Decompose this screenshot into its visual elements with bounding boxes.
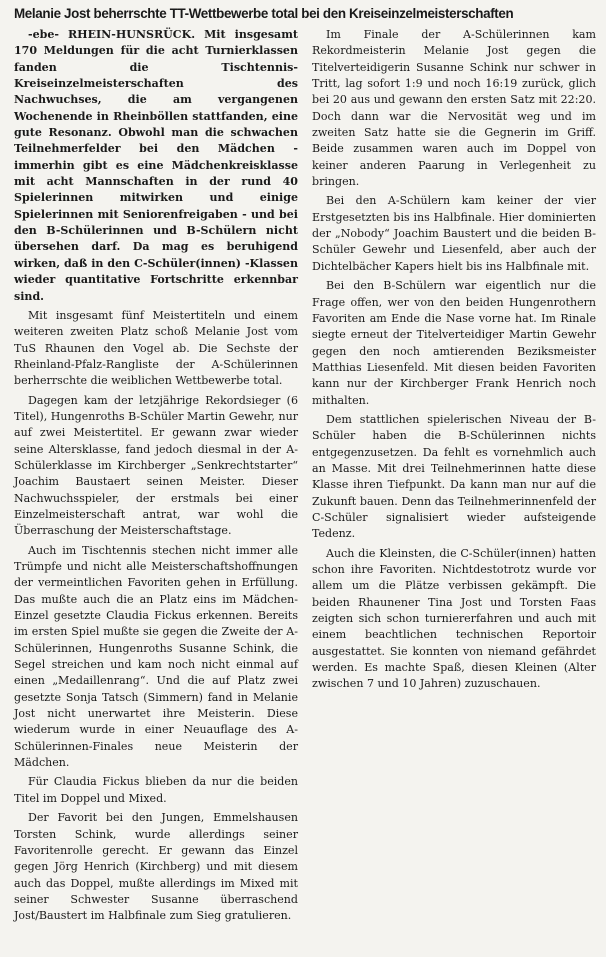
article-body	[14, 27, 596, 928]
paragraph: Im Finale der A-Schülerinnen kam Rekordmeisterin Melanie Jost gegen die Titelverteidigerin Susanne Schink nur schwer in Tritt, lag sofort 1:9 und noch 16:19 zurück, glich bei 20 aus und gewann den ersten Satz mit 22:20. Doch dann war die Nervosität weg und im zweiten Satz hatte sie die Gegnerin im Griff. Beide zusammen waren auch im Doppel von keiner anderen Paarung in Verlegenheit zu bringen.	[312, 28, 596, 189]
column-right	[312, 27, 596, 696]
paragraph: Bei den A-Schülern kam keiner der vier Erstgesetzten bis ins Halbfinale. Hier dominierten der „Nobody“ Joachim Baustert und die beiden B-Schüler Gewehr und Liesenfeld, aber auch der Dichtelbächer Kapers hielt bis ins Halbfinale mit.	[312, 194, 596, 273]
paragraph: Mit insgesamt fünf Meistertiteln und einem weiteren zweiten Platz schoß Melanie Jost vom TuS Rhaunen den Vogel ab. Die Sechste der Rheinland-Pfalz-Rangliste der A-Schülerinnen berherrschte die weiblichen Wettbewerbe total.	[14, 308, 298, 388]
paragraph: Für Claudia Fickus blieben da nur die beiden Titel im Doppel und Mixed.	[14, 775, 298, 805]
paragraph: Bei den B-Schülern war eigentlich nur die Frage offen, wer von den beiden Hungenrothern Favoriten am Ende die Nase vorne hat. Im Rinale siegte erneut der Titelverteidiger Martin Gewehr gegen den noch amtierenden Beziksmeister Matthias Liesenfeld. Mit diesen beiden Favoriten kann nur der Kirchberger Frank Henrich noch mithalten.	[312, 279, 596, 407]
column-left	[14, 27, 298, 928]
paragraph: Dagegen kam der letzjährige Rekordsieger (6 Titel), Hungenroths B-Schüler Martin Gewehr, nur auf zwei Meistertitel. Er gewann zwar wieder seine Altersklasse, fand jedoch diesmal in der A-Schülerklasse im Kirchberger „Senkrechtstarter“ Joachim Baustaert seinen Meister. Dieser Nachwuchsspieler, der erstmals bei einer Einzelmeisterschaft antrat, war wohl die Überraschung der Meisterschaftstage.	[14, 393, 298, 538]
article-headline: Melanie Jost beherrschte TT-Wettbewerbe total bei den Kreiseinzelmeisterschaften	[14, 6, 514, 21]
lead-paragraph	[14, 27, 298, 305]
lead-text: Mit insgesamt 170 Meldungen für die acht Turnierklassen fanden die Tischtennis-Kreiseinzelmeisterschaften des Nachwuchses, die am vergangenen Wochenende in Rheinböllen stattfanden, eine gute Resonanz. Obwohl man die schwachen Teilnehmerfelder bei den Mädchen - immerhin gibt es eine Mädchenkreisklasse mit acht Mannschaften in der rund 40 Spielerinnen mitwirken und einige Spielerinnen mit Seniorenfreigaben - und bei den B-Schülerinnen und B-Schülern nicht übersehen darf. Da mag es beruhigend wirken, daß in den C-Schüler(innen) -Klassen wieder quantitative Fortschritte erkennbar sind.	[14, 28, 298, 303]
paragraph: Der Favorit bei den Jungen, Emmelshausen Torsten Schink, wurde allerdings seiner Favoritenrolle gerecht. Er gewann das Einzel gegen Jörg Henrich (Kirchberg) und mit diesem auch das Doppel, mußte allerdings im Mixed mit seiner Schwester Susanne überraschend Jost/Baustert im Halbfinale zum Sieg gratulieren.	[14, 811, 298, 923]
paragraph: Auch im Tischtennis stechen nicht immer alle Trümpfe und nicht alle Meisterschaftshoffnungen der vermeintlichen Favoriten gehen in Erfüllung. Das mußte auch die an Platz eins im Mädchen-Einzel gesetzte Claudia Fickus erkennen. Bereits im ersten Spiel mußte sie gegen die Zweite der A-Schülerinnen, Hungenroths Susanne Schink, die Segel streichen und kam noch nicht einmal auf einen „Medaillenrang“. Und die auf Platz zwei gesetzte Sonja Tatsch (Simmern) fand in Melanie Jost nicht unerwartet ihre Meisterin. Diese wiederum wurde in einer Neuauflage des A-Schülerinnen-Finales neue Meisterin der Mädchen.	[14, 543, 298, 770]
paragraph: Auch die Kleinsten, die C-Schüler(innen) hatten schon ihre Favoriten. Nichtdestotrotz wurde vor allem um die Plätze verbissen gekämpft. Die beiden Rhaunener Tina Jost und Torsten Faas zeigten sich schon turniererfahren und auch mit einem beachtlichen technischen Reportoir ausgestattet. Sie konnten von niemand gefährdet werden. Es machte Spaß, diesen Kleinen (Alter zwischen 7 und 10 Jahren) zuzuschauen.	[312, 546, 596, 691]
dateline: -ebe- RHEIN-HUNSRÜCK.	[28, 28, 196, 41]
paragraph: Dem stattlichen spielerischen Niveau der B-Schüler haben die B-Schülerinnen nichts entgegenzusetzen. Da fehlt es vornehmlich auch an Masse. Mit drei Teilnehmerinnen hatte diese Klasse ihren Tiefpunkt. Da kann man nur auf die Zukunft bauen. Denn das Teilnehmerinnenfeld der C-Schüler signalisiert wieder aufsteigende Tedenz.	[312, 412, 596, 541]
